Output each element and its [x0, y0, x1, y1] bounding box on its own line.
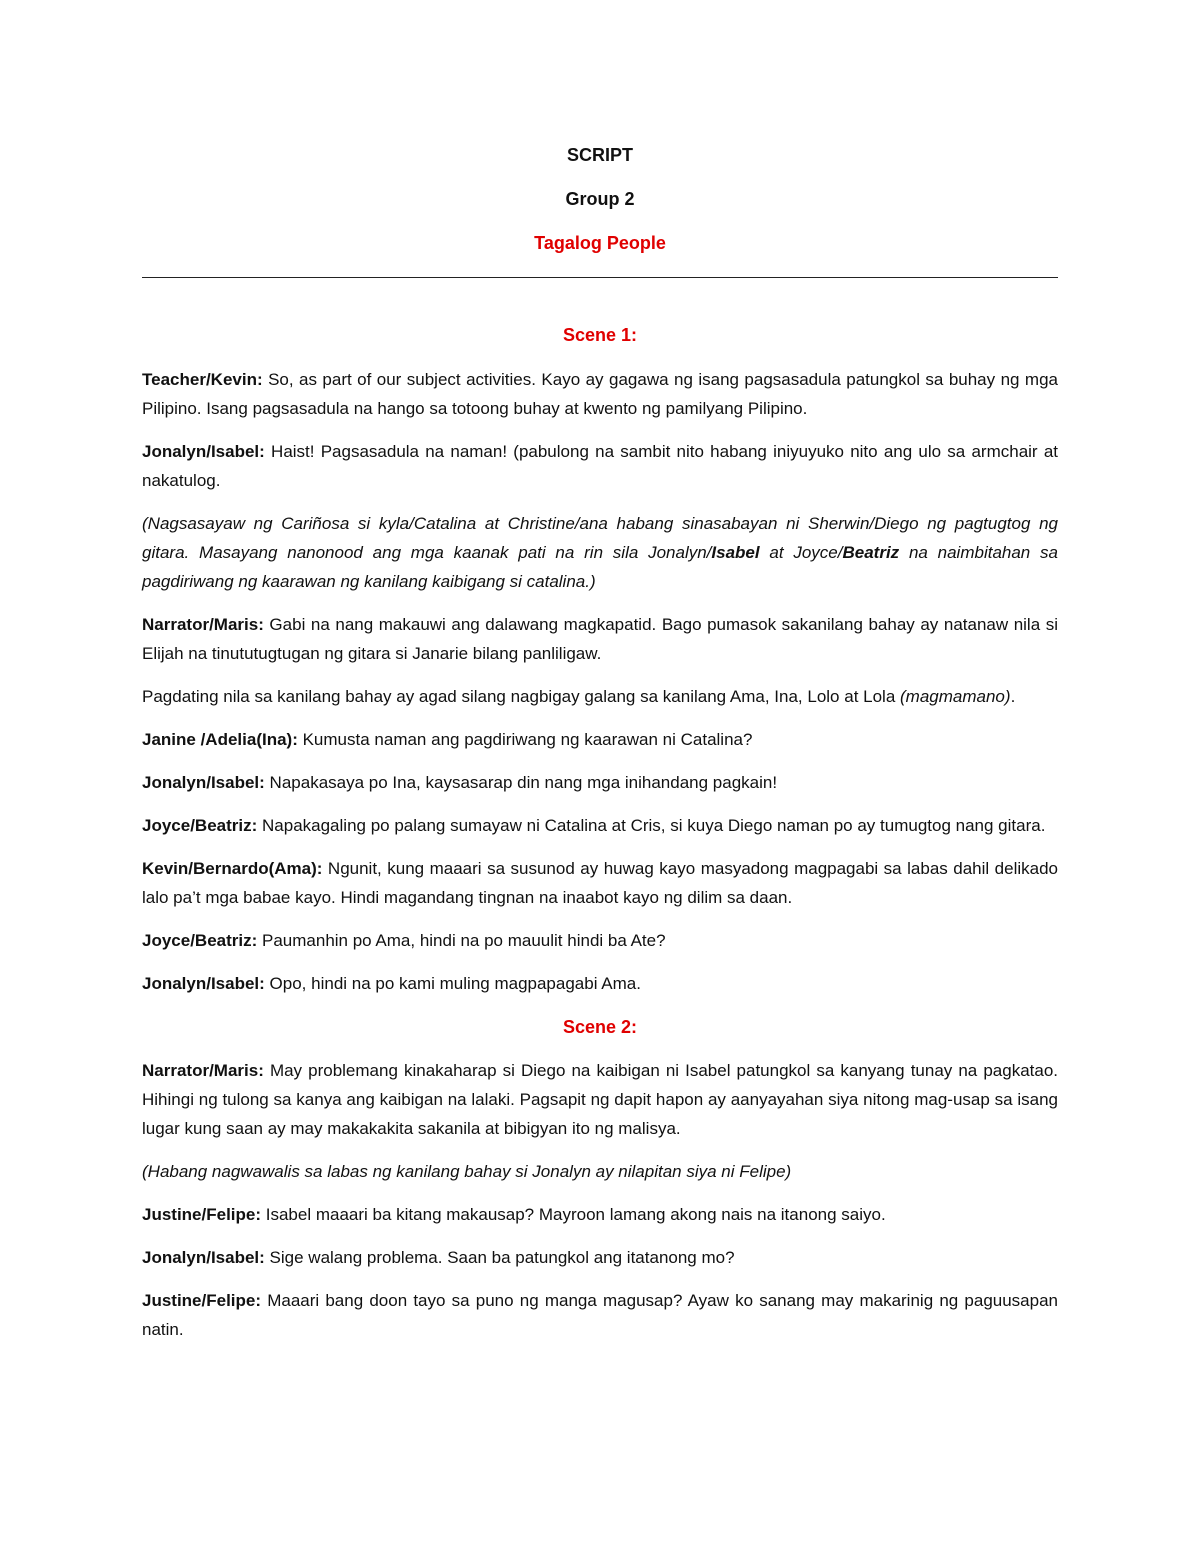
- document-subtitle: Tagalog People: [534, 233, 666, 253]
- scene-2-heading: Scene 2:: [562, 1017, 638, 1037]
- speaker-name: Janine /Adelia(Ina):: [142, 730, 298, 749]
- scene-1-heading: Scene 1:: [562, 325, 638, 345]
- speaker-name: Jonalyn/Isabel:: [142, 974, 265, 993]
- dialogue-line: [142, 365, 1058, 423]
- dialogue-text: Sige walang problema. Saan ba patungkol ang itatanong mo?: [264, 1248, 735, 1267]
- dialogue-text: So, as part of our subject activities. Kayo ay gagawa ng isang pagsasadula patungkol sa buhay ng mga Pilipino. Isang pagsasadula na hango sa totoong buhay at kwento ng pamilyang Pilipino.: [142, 370, 1058, 418]
- character-name: Isabel: [711, 543, 760, 562]
- narration-paragraph: [142, 682, 1058, 711]
- document-title: SCRIPT: [566, 145, 633, 165]
- stage-direction-inline: (magmamano): [900, 687, 1011, 706]
- horizontal-divider: [142, 277, 1058, 278]
- stage-direction-text: at Joyce/: [759, 543, 843, 562]
- dialogue-line: [142, 811, 1058, 840]
- dialogue-text: Napakagaling po palang sumayaw ni Catalina at Cris, si kuya Diego naman po ay tumugtog nang gitara.: [257, 816, 1046, 835]
- dialogue-text: Haist! Pagsasadula na naman! (pabulong na sambit nito habang iniyuyuko nito ang ulo sa armchair at nakatulog.: [142, 442, 1058, 490]
- stage-direction: (Habang nagwawalis sa labas ng kanilang bahay si Jonalyn ay nilapitan siya ni Felipe): [142, 1162, 792, 1181]
- dialogue-text: Maaari bang doon tayo sa puno ng manga magusap? Ayaw ko sanang may makarinig ng paguusapan natin.: [142, 1291, 1058, 1339]
- character-name: Beatriz: [842, 543, 900, 562]
- speaker-name: Jonalyn/Isabel:: [142, 1248, 265, 1267]
- dialogue-line: [142, 610, 1058, 668]
- dialogue-line: [142, 1243, 1058, 1272]
- dialogue-line: [142, 725, 1058, 754]
- document-page: [142, 138, 1058, 1344]
- dialogue-text: May problemang kinakaharap si Diego na kaibigan ni Isabel patungkol sa kanyang tunay na pagkatao. Hihingi ng tulong sa kanya ang kaibigan na lalaki. Pagsapit ng dapit hapon ay aanyayahan siya nitong mag-usap sa isang lugar kung saan ay may makakakita sakanila at bibigyan ito ng malisya.: [142, 1061, 1058, 1138]
- speaker-name: Joyce/Beatriz:: [142, 931, 258, 950]
- dialogue-text: Opo, hindi na po kami muling magpapagabi Ama.: [264, 974, 641, 993]
- dialogue-line: [142, 854, 1058, 912]
- dialogue-line: [142, 1286, 1058, 1344]
- speaker-name: Justine/Felipe:: [142, 1291, 262, 1310]
- dialogue-line: [142, 768, 1058, 797]
- dialogue-text: Isabel maaari ba kitang makausap? Mayroon lamang akong nais na itanong saiyo.: [261, 1205, 886, 1224]
- stage-direction-text: na naimbitahan sa pagdiriwang ng kaarawan ng kanilang kaibigang si catalina.): [142, 543, 1058, 591]
- speaker-name: Joyce/Beatriz:: [142, 816, 258, 835]
- dialogue-text: Kumusta naman ang pagdiriwang ng kaarawan ni Catalina?: [297, 730, 753, 749]
- speaker-name: Teacher/Kevin:: [142, 370, 263, 389]
- speaker-name: Narrator/Maris:: [142, 1061, 264, 1080]
- speaker-name: Narrator/Maris:: [142, 615, 264, 634]
- narration-tail: .: [1010, 687, 1016, 706]
- dialogue-text: Gabi na nang makauwi ang dalawang magkapatid. Bago pumasok sakanilang bahay ay natanaw nila si Elijah na tinututugtugan ng gitara si Janarie bilang panliligaw.: [142, 615, 1058, 663]
- dialogue-line: [142, 926, 1058, 955]
- dialogue-line: [142, 1200, 1058, 1229]
- narration-text: Pagdating nila sa kanilang bahay ay agad silang nagbigay galang sa kanilang Ama, Ina, Lolo at Lola: [142, 687, 901, 706]
- stage-direction: [142, 509, 1058, 596]
- dialogue-line: [142, 1056, 1058, 1143]
- dialogue-line: [142, 969, 1058, 998]
- dialogue-text: Ngunit, kung maaari sa susunod ay huwag kayo masyadong magpagabi sa labas dahil delikado lalo pa’t mga babae kayo. Hindi magandang tingnan na inaabot kayo ng dilim sa daan.: [142, 859, 1058, 907]
- group-label: Group 2: [565, 189, 635, 209]
- speaker-name: Kevin/Bernardo(Ama):: [142, 859, 323, 878]
- speaker-name: Jonalyn/Isabel:: [142, 773, 265, 792]
- dialogue-text: Paumanhin po Ama, hindi na po mauulit hindi ba Ate?: [257, 931, 666, 950]
- dialogue-text: Napakasaya po Ina, kaysasarap din nang mga inihandang pagkain!: [264, 773, 778, 792]
- speaker-name: Jonalyn/Isabel:: [142, 442, 265, 461]
- dialogue-line: [142, 437, 1058, 495]
- speaker-name: Justine/Felipe:: [142, 1205, 262, 1224]
- stage-direction-text: (Nagsasayaw ng Cariñosa si kyla/Catalina at Christine/ana habang sinasabayan ni Sherwin/Diego ng pagtugtog ng gitara. Masayang nanonood ang mga kaanak pati na rin sila Jonalyn/: [142, 514, 1058, 562]
